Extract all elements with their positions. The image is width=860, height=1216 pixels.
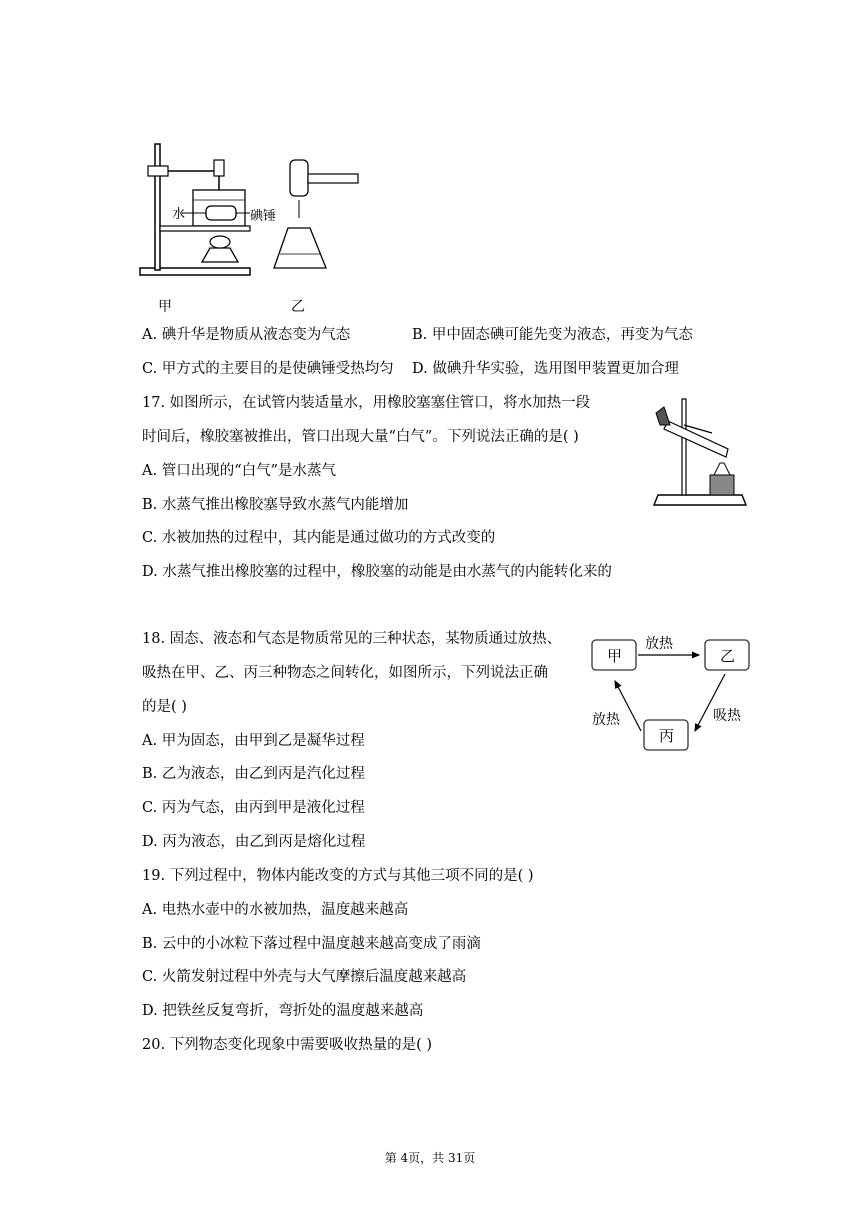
q17-option-a: A. 管口出现的“白气”是水蒸气 [142, 463, 337, 479]
state-cycle-diagram [585, 628, 760, 753]
q16-option-b: B. 甲中固态碘可能先变为液态，再变为气态 [412, 327, 693, 343]
q18-option-d: D. 丙为液态，由乙到丙是熔化过程 [142, 834, 366, 850]
test-tube-figure [650, 395, 750, 510]
q18-stem: 18. 固态、液态和气态是物质常见的三种状态，某物质通过放热、 [142, 631, 562, 647]
q18-stem-cont: 吸热在甲、乙、丙三种物态之间转化，如图所示，下列说法正确 [142, 665, 548, 681]
label-jia: 甲 [158, 299, 172, 315]
q16-option-c: C. 甲方式的主要目的是使碘锤受热均匀 [142, 361, 394, 377]
q19-option-c: C. 火箭发射过程中外壳与大气摩擦后温度越来越高 [142, 969, 467, 985]
label-iodine-hammer: 碘锤 [250, 209, 277, 224]
label-water: 水 [172, 207, 186, 222]
q19-option-b: B. 云中的小冰粒下落过程中温度越来越高变成了雨滴 [142, 936, 481, 952]
box-yi: 乙 [720, 647, 736, 665]
arrow-label-left: 放热 [592, 712, 620, 728]
q18-option-b: B. 乙为液态，由乙到丙是汽化过程 [142, 766, 365, 782]
q19-option-a: A. 电热水壶中的水被加热，温度越来越高 [142, 902, 409, 918]
box-bing: 丙 [659, 727, 675, 745]
q20-stem: 20. 下列物态变化现象中需要吸收热量的是( ) [142, 1037, 433, 1053]
q18-stem-end: 的是( ) [142, 699, 187, 715]
q17-option-b: B. 水蒸气推出橡胶塞导致水蒸气内能增加 [142, 497, 409, 513]
box-jia: 甲 [607, 647, 623, 665]
q17-option-c: C. 水被加热的过程中，其内能是通过做功的方式改变的 [142, 530, 496, 546]
q19-option-d: D. 把铁丝反复弯折，弯折处的温度越来越高 [142, 1003, 424, 1019]
q18-option-a: A. 甲为固态，由甲到乙是凝华过程 [142, 733, 365, 749]
q19-stem: 19. 下列过程中，物体内能改变的方式与其他三项不同的是( ) [142, 868, 534, 884]
q17-option-d: D. 水蒸气推出橡胶塞的过程中，橡胶塞的动能是由水蒸气的内能转化来的 [142, 564, 612, 580]
iodine-apparatus-figure [138, 138, 368, 320]
page-footer: 第 4页，共 31页 [384, 1151, 476, 1165]
q16-option-d: D. 做碘升华实验，选用图甲装置更加合理 [412, 361, 679, 377]
q17-stem-cont: 时间后，橡胶塞被推出，管口出现大量“白气”。下列说法正确的是( ) [142, 429, 579, 445]
arrow-label-right: 吸热 [713, 708, 741, 724]
q16-option-a: A. 碘升华是物质从液态变为气态 [142, 327, 351, 343]
arrow-label-top: 放热 [645, 636, 673, 652]
q17-stem: 17. 如图所示，在试管内装适量水，用橡胶塞塞住管口，将水加热一段 [142, 395, 591, 411]
label-yi: 乙 [291, 299, 305, 315]
q18-option-c: C. 丙为气态，由丙到甲是液化过程 [142, 800, 365, 816]
